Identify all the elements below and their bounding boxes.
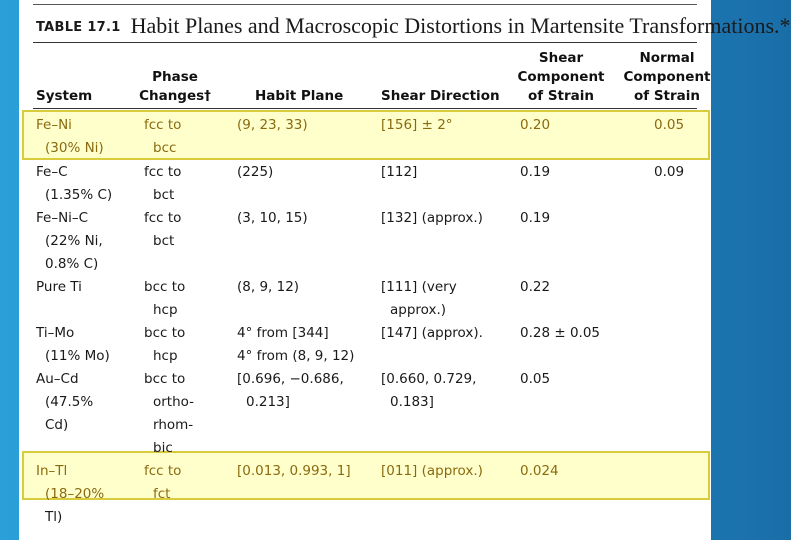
cell-line: (3, 10, 15)	[237, 210, 308, 226]
cell-phase	[144, 460, 181, 506]
cell-line: Fe–Ni	[36, 117, 72, 133]
header-habit-plane	[255, 87, 343, 106]
cell-line: hcp	[153, 348, 178, 364]
cell-line: (22% Ni,	[45, 233, 103, 249]
cell-shear	[520, 114, 550, 137]
cell-line: fct	[153, 486, 171, 502]
header-normal-line: Component	[623, 69, 711, 85]
cell-direction	[381, 322, 483, 345]
header-shear-line: of Strain	[527, 88, 595, 104]
cell-line: (9, 23, 33)	[237, 117, 308, 133]
cell-phase	[144, 322, 185, 368]
cell-system	[36, 207, 103, 276]
cell-normal	[654, 161, 684, 184]
cell-system	[36, 276, 82, 299]
cell-direction	[381, 161, 417, 184]
cell-shear	[520, 322, 600, 345]
cell-line: 0.09	[654, 164, 685, 180]
header-top-rule	[33, 42, 697, 43]
header-phase-changes	[129, 68, 221, 106]
cell-shear	[520, 460, 559, 483]
cell-line: 0.05	[654, 117, 685, 133]
cell-system	[36, 322, 110, 368]
cell-line: bct	[153, 187, 175, 203]
cell-line: (8, 9, 12)	[237, 279, 300, 295]
cell-habit	[237, 322, 354, 368]
cell-habit	[237, 207, 308, 230]
header-shear-line: Component	[517, 69, 605, 85]
cell-line: (11% Mo)	[45, 348, 110, 364]
cell-shear	[520, 207, 550, 230]
table-page	[19, 0, 791, 540]
table-label: TABLE 17.1	[36, 20, 121, 35]
header-shear-component	[513, 49, 609, 106]
cell-line: (1.35% C)	[45, 187, 113, 203]
top-rule	[33, 4, 697, 5]
cell-line: 0.22	[520, 279, 551, 295]
cell-line: 0.19	[520, 164, 551, 180]
cell-phase	[144, 114, 181, 160]
cell-system	[36, 114, 104, 160]
cell-line: (30% Ni)	[45, 140, 104, 156]
cell-line: Pure Ti	[36, 279, 82, 295]
cell-line: [147]	[381, 325, 418, 341]
header-shear-line: Shear	[538, 50, 584, 66]
cell-line: bcc to	[144, 325, 186, 341]
cell-line: Cd)	[45, 417, 69, 433]
cell-line: [156]	[381, 117, 418, 133]
cell-shear	[520, 368, 550, 391]
header-phase-line: Changes†	[139, 88, 211, 104]
cell-line: ortho-	[153, 394, 195, 410]
cell-line: fcc to	[144, 210, 182, 226]
cell-direction	[381, 207, 483, 230]
cell-line: Ti–Mo	[36, 325, 75, 341]
cell-line: fcc to	[144, 117, 182, 133]
cell-habit	[237, 368, 344, 414]
cell-system	[36, 161, 112, 207]
cell-phase	[144, 276, 185, 322]
cell-line: (225)	[237, 164, 274, 180]
cell-line: (very	[417, 279, 457, 295]
cell-line: Fe–Ni–C	[36, 210, 89, 226]
cell-line: fcc to	[144, 463, 182, 479]
cell-system	[36, 460, 104, 529]
cell-line: bcc	[153, 140, 177, 156]
header-habit-line: Habit Plane	[255, 88, 344, 104]
cell-habit	[237, 161, 273, 184]
cell-line: 0.8% C)	[45, 256, 99, 272]
cell-line: (47.5%	[45, 394, 94, 410]
cell-line: 0.183]	[390, 394, 434, 410]
header-phase-line: Phase	[152, 69, 198, 85]
cell-line: 4° from (8, 9, 12)	[237, 348, 355, 364]
cell-line: 0.19	[520, 210, 551, 226]
cell-line: [011]	[381, 463, 418, 479]
table-title	[36, 13, 791, 39]
cell-line: bcc to	[144, 279, 186, 295]
cell-line: [112]	[381, 164, 418, 180]
cell-phase	[144, 161, 181, 207]
cell-line: 4° from [344]	[237, 325, 329, 341]
cell-habit	[237, 460, 351, 483]
header-shear-direction	[381, 87, 500, 106]
cell-line: 0.20	[520, 117, 551, 133]
cell-phase	[144, 368, 194, 460]
highlight-box	[22, 451, 710, 500]
header-direction-line: Shear Direction	[381, 88, 500, 104]
cell-line: fcc to	[144, 164, 182, 180]
cell-line: 0.05	[520, 371, 551, 387]
header-system-line: System	[36, 88, 93, 104]
cell-line: [132]	[381, 210, 418, 226]
cell-direction	[381, 114, 453, 137]
header-system	[36, 87, 92, 106]
cell-normal	[654, 114, 684, 137]
cell-system	[36, 368, 93, 437]
cell-line: bic	[153, 440, 173, 456]
header-normal-component	[623, 49, 711, 106]
header-bottom-rule	[33, 108, 697, 109]
cell-line: (approx.)	[417, 463, 483, 479]
cell-line: bcc to	[144, 371, 186, 387]
cell-line: Tl)	[45, 509, 63, 525]
cell-line: In–Tl	[36, 463, 68, 479]
cell-shear	[520, 161, 550, 184]
header-normal-line: of Strain	[633, 88, 701, 104]
cell-direction	[381, 460, 483, 483]
table-title-text: Habit Planes and Macroscopic Distortions in Martensite Transformations.*	[130, 13, 791, 38]
cell-line: [0.696, −0.686,	[237, 371, 344, 387]
cell-line: bct	[153, 233, 175, 249]
cell-line: 0.024	[520, 463, 559, 479]
cell-line: [0.660, 0.729,	[381, 371, 477, 387]
cell-line: (18–20%	[45, 486, 105, 502]
cell-direction	[381, 368, 476, 414]
cell-line: approx.)	[390, 302, 447, 318]
cell-line: ± 2°	[417, 117, 453, 133]
cell-habit	[237, 276, 299, 299]
cell-habit	[237, 114, 308, 137]
cell-phase	[144, 207, 181, 253]
cell-line: (approx.)	[417, 210, 483, 226]
cell-line: rhom-	[153, 417, 194, 433]
header-normal-line: Normal	[639, 50, 695, 66]
cell-line: 0.28 ± 0.05	[520, 325, 601, 341]
cell-line: hcp	[153, 302, 178, 318]
cell-direction	[381, 276, 457, 322]
cell-line: Au–Cd	[36, 371, 79, 387]
cell-line: Fe–C	[36, 164, 68, 180]
cell-line: (approx).	[417, 325, 483, 341]
highlight-box	[22, 110, 710, 160]
cell-line: [0.013, 0.993, 1]	[237, 463, 351, 479]
cell-line: 0.213]	[246, 394, 290, 410]
cell-shear	[520, 276, 550, 299]
cell-line: [111]	[381, 279, 418, 295]
